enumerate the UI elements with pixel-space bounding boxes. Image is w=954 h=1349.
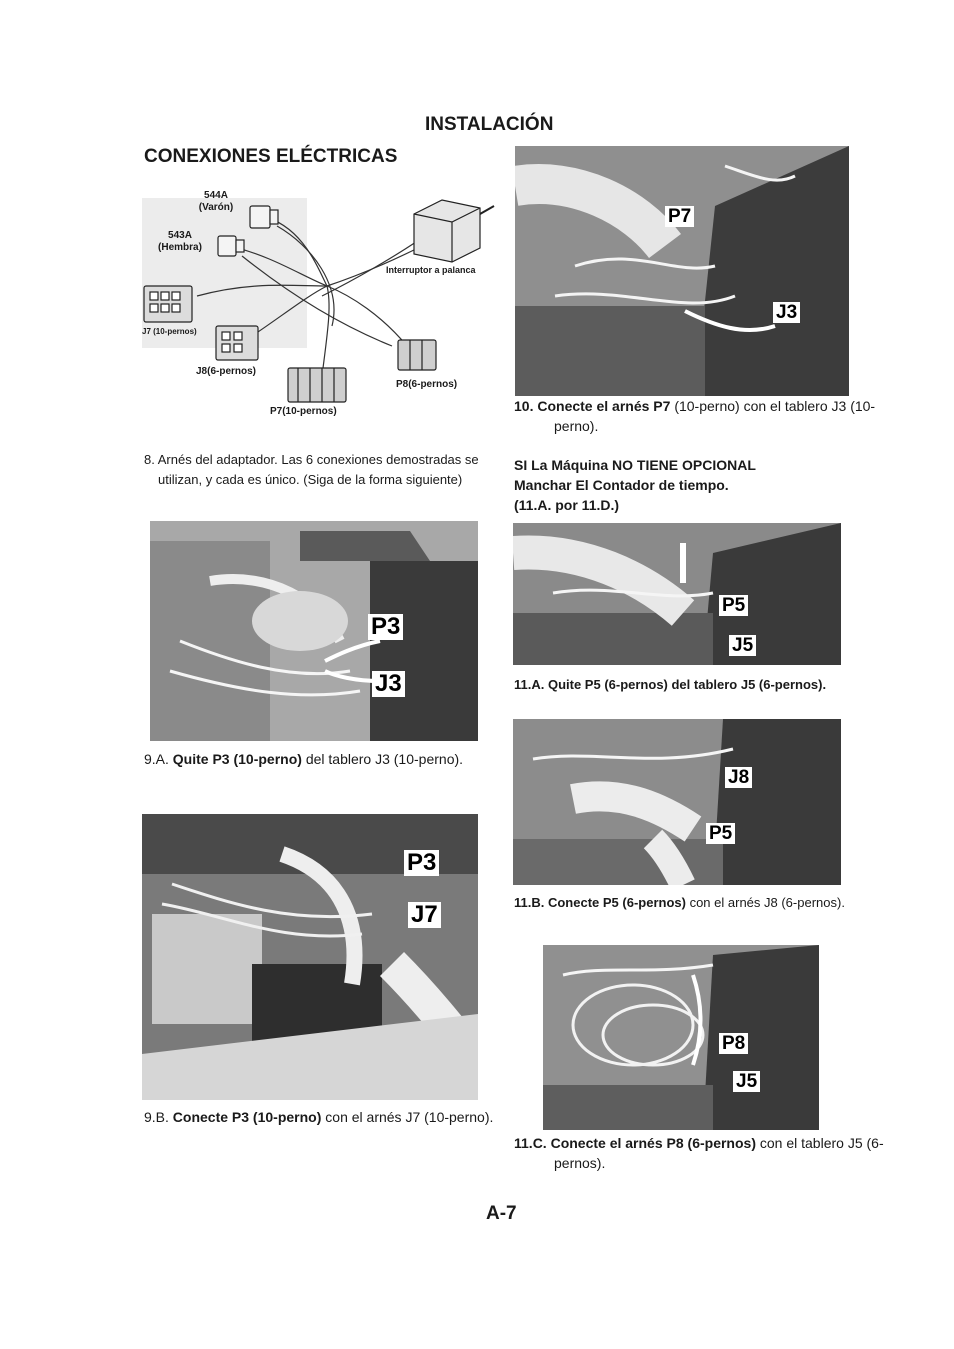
adapter-harness-diagram bbox=[142, 186, 497, 422]
tag-p5: P5 bbox=[719, 595, 748, 616]
tag-p3: P3 bbox=[404, 850, 439, 876]
label-p8: P8(6-pernos) bbox=[396, 379, 458, 390]
label-toggle-switch: Interruptor a palanca bbox=[386, 265, 476, 275]
caption-9a-prefix: 9.A. bbox=[144, 751, 169, 767]
tag-j3: J3 bbox=[773, 302, 800, 323]
note-line-1: SI La Máquina NO TIENE OPCIONAL bbox=[514, 457, 756, 473]
photo-step-10 bbox=[515, 146, 849, 396]
label-544a-type: (Varón) bbox=[198, 202, 234, 213]
photo-step-11c bbox=[543, 945, 819, 1130]
photo-step-11a bbox=[513, 523, 841, 665]
caption-11a-bold: 11.A. Quite P5 (6-pernos) del tablero J5 (6-pernos). bbox=[514, 677, 827, 692]
tag-j3: J3 bbox=[372, 671, 405, 697]
label-j7: J7 (10-pernos) bbox=[142, 327, 197, 336]
step-8-number: 8. bbox=[144, 452, 155, 467]
caption-9b-bold: Conecte P3 (10-perno) bbox=[172, 1109, 322, 1125]
caption-step-9a bbox=[144, 749, 474, 769]
label-543a-code: 543A bbox=[168, 230, 192, 241]
photo-step-9a bbox=[150, 521, 478, 741]
tag-j5: J5 bbox=[729, 635, 756, 656]
photo-step-11b bbox=[513, 719, 841, 885]
tag-p8: P8 bbox=[719, 1033, 748, 1054]
tag-p5: P5 bbox=[706, 823, 735, 844]
caption-9b-rest: con el arnés J7 (10-perno). bbox=[325, 1109, 494, 1125]
label-544a-code: 544A bbox=[204, 190, 228, 201]
caption-11b-rest: con el arnés J8 (6-pernos). bbox=[689, 895, 845, 910]
caption-10-bold: 10. Conecte el arnés P7 bbox=[514, 398, 671, 414]
photo-step-9b bbox=[142, 814, 478, 1100]
caption-10-rest: (10-perno) con el tablero J3 (10-perno). bbox=[554, 398, 876, 434]
label-544a bbox=[196, 190, 236, 214]
note-optional bbox=[514, 455, 756, 515]
label-p7: P7(10-pernos) bbox=[270, 406, 337, 417]
caption-9a-bold: Quite P3 (10-perno) bbox=[172, 751, 302, 767]
caption-step-9b bbox=[144, 1107, 512, 1127]
tag-p3: P3 bbox=[368, 614, 403, 640]
caption-11c-bold: 11.C. Conecte el arnés P8 (6-pernos) bbox=[514, 1135, 756, 1151]
subsection-title: CONEXIONES ELÉCTRICAS bbox=[144, 146, 398, 167]
page-number: A-7 bbox=[486, 1203, 517, 1224]
note-line-2: Manchar El Contador de tiempo. bbox=[514, 477, 729, 493]
label-543a-type: (Hembra) bbox=[158, 242, 202, 253]
tag-j7: J7 bbox=[408, 902, 441, 928]
caption-11c-rest: con el tablero J5 (6-pernos). bbox=[554, 1135, 884, 1171]
caption-9b-prefix: 9.B. bbox=[144, 1109, 169, 1125]
label-j8: J8(6-pernos) bbox=[196, 366, 257, 377]
tag-j5: J5 bbox=[733, 1071, 760, 1092]
caption-step-10 bbox=[514, 396, 888, 436]
step-8-text: Arnés del adaptador. Las 6 conexiones demostradas se utilizan, y cada es único. (Siga de la forma siguiente) bbox=[157, 452, 479, 487]
caption-step-11a bbox=[514, 675, 888, 695]
tag-p7: P7 bbox=[665, 206, 694, 227]
caption-11b-bold: 11.B. Conecte P5 (6-pernos) bbox=[514, 895, 686, 910]
section-title: INSTALACIÓN bbox=[425, 114, 554, 135]
tag-j8: J8 bbox=[725, 767, 752, 788]
caption-step-11c bbox=[514, 1133, 892, 1173]
note-line-3: (11.A. por 11.D.) bbox=[514, 497, 620, 513]
caption-9a-rest: del tablero J3 (10-perno). bbox=[305, 751, 464, 767]
step-8 bbox=[144, 450, 488, 490]
caption-step-11b bbox=[514, 893, 888, 913]
label-543a bbox=[152, 230, 208, 254]
